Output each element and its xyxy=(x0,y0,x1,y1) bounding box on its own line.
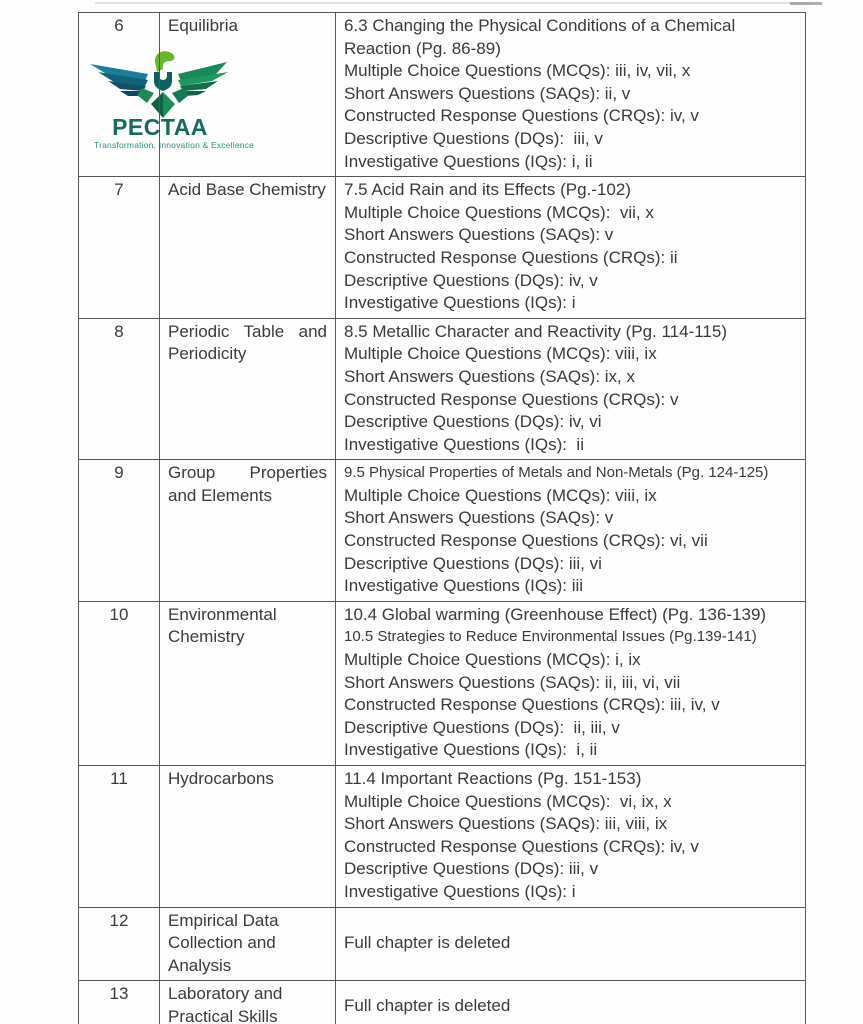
syllabus-table xyxy=(78,12,806,1024)
chapter-number: 8 xyxy=(79,318,160,460)
chapter-details xyxy=(336,766,806,908)
scan-artifact-top-line xyxy=(95,2,810,4)
detail-line: Reaction (Pg. 86-89) xyxy=(344,38,501,58)
detail-line: Multiple Choice Questions (MCQs): vi, ix, x xyxy=(344,791,672,811)
table-row xyxy=(79,601,806,765)
detail-line: Constructed Response Questions (CRQs): iv, v xyxy=(344,106,699,126)
chapter-number: 7 xyxy=(79,177,160,319)
detail-line: Descriptive Questions (DQs): iv, v xyxy=(344,270,598,290)
detail-line: Short Answers Questions (SAQs): v xyxy=(344,225,614,245)
chapter-details xyxy=(336,177,806,319)
detail-line: 11.4 Important Reactions (Pg. 151-153) xyxy=(344,769,642,788)
detail-line: Investigative Questions (IQs): i, ii xyxy=(344,151,593,171)
table-row xyxy=(79,460,806,602)
chapter-details xyxy=(336,907,806,981)
detail-line: Investigative Questions (IQs): i, ii xyxy=(344,740,598,760)
detail-line: 7.5 Acid Rain and its Effects (Pg.-102) xyxy=(344,180,631,200)
chapter-name: Empirical Data Collection and Analysis xyxy=(160,907,336,981)
detail-line: Short Answers Questions (SAQs): v xyxy=(344,508,614,528)
detail-line: Constructed Response Questions (CRQs): v xyxy=(344,389,679,409)
chapter-name: Acid Base Chemistry xyxy=(160,177,336,319)
detail-line: Descriptive Questions (DQs): iii, v xyxy=(344,128,603,148)
table-row xyxy=(79,177,806,319)
detail-line: Multiple Choice Questions (MCQs): viii, ix xyxy=(344,485,657,505)
detail-line: Investigative Questions (IQs): ii xyxy=(344,434,584,454)
detail-line: Short Answers Questions (SAQs): ii, iii, vi, vii xyxy=(344,672,681,692)
detail-line: Descriptive Questions (DQs): iv, vi xyxy=(344,412,602,432)
detail-line: Short Answers Questions (SAQs): ix, x xyxy=(344,366,635,386)
chapter-name: Environmental Chemistry xyxy=(160,601,336,765)
chapter-number: 11 xyxy=(79,766,160,908)
detail-line: 10.5 Strategies to Reduce Environmental Issues (Pg.139-141) xyxy=(344,628,757,646)
detail-line: Full chapter is deleted xyxy=(344,933,511,953)
chapter-details xyxy=(336,601,806,765)
chapter-name: Laboratory and Practical Skills xyxy=(160,981,336,1024)
detail-line: 9.5 Physical Properties of Metals and Non-Metals (Pg. 124-125) xyxy=(344,464,769,482)
pectaa-wordmark: PECTAA xyxy=(112,114,208,140)
chapter-number: 12 xyxy=(79,907,160,981)
chapter-number: 6 xyxy=(79,13,160,177)
table-row xyxy=(79,907,806,981)
table-row xyxy=(79,318,806,460)
detail-line: Constructed Response Questions (CRQs): ii xyxy=(344,247,678,267)
detail-line: Short Answers Questions (SAQs): ii, v xyxy=(344,83,631,103)
detail-line: Multiple Choice Questions (MCQs): vii, x xyxy=(344,202,654,222)
detail-line: 10.4 Global warming (Greenhouse Effect) (Pg. 136-139) xyxy=(344,604,767,624)
chapter-name: Equilibria xyxy=(160,13,336,177)
scan-artifact-corner-line xyxy=(790,2,822,5)
detail-line: Constructed Response Questions (CRQs): iv, v xyxy=(344,836,699,856)
chapter-details xyxy=(336,13,806,177)
table-row xyxy=(79,13,806,177)
table-row xyxy=(79,766,806,908)
chapter-details xyxy=(336,981,806,1024)
detail-line: Descriptive Questions (DQs): ii, iii, v xyxy=(344,717,620,737)
chapter-name: Hydrocarbons xyxy=(160,766,336,908)
detail-line: Constructed Response Questions (CRQs): iii, iv, v xyxy=(344,695,720,715)
chapter-number: 9 xyxy=(79,460,160,602)
detail-line: Descriptive Questions (DQs): iii, v xyxy=(344,859,599,879)
detail-line: Multiple Choice Questions (MCQs): viii, ix xyxy=(344,344,657,364)
detail-line: Constructed Response Questions (CRQs): vi, vii xyxy=(344,531,708,551)
detail-line: 8.5 Metallic Character and Reactivity (Pg. 114-115) xyxy=(344,321,727,341)
detail-line: Full chapter is deleted xyxy=(344,995,511,1015)
detail-line: Short Answers Questions (SAQs): iii, viii, ix xyxy=(344,814,668,834)
table-row xyxy=(79,981,806,1024)
chapter-number: 13 xyxy=(79,981,160,1024)
chapter-name: Periodic Table and Periodicity xyxy=(160,318,336,460)
pectaa-tagline: Transformation, Innovation & Excellence xyxy=(94,140,255,150)
detail-line: 6.3 Changing the Physical Conditions of a Chemical xyxy=(344,16,736,35)
detail-line: Descriptive Questions (DQs): iii, vi xyxy=(344,553,602,573)
detail-line: Investigative Questions (IQs): i xyxy=(344,293,576,313)
chapter-number: 10 xyxy=(79,601,160,765)
detail-line: Multiple Choice Questions (MCQs): iii, iv, vii, x xyxy=(344,61,691,81)
chapter-details xyxy=(336,318,806,460)
detail-line: Multiple Choice Questions (MCQs): i, ix xyxy=(344,650,641,670)
detail-line: Investigative Questions (IQs): iii xyxy=(344,576,584,596)
detail-line: Investigative Questions (IQs): i xyxy=(344,881,576,901)
syllabus-table-body xyxy=(79,13,806,1024)
chapter-name: Group Properties and Elements xyxy=(160,460,336,602)
chapter-details xyxy=(336,460,806,602)
